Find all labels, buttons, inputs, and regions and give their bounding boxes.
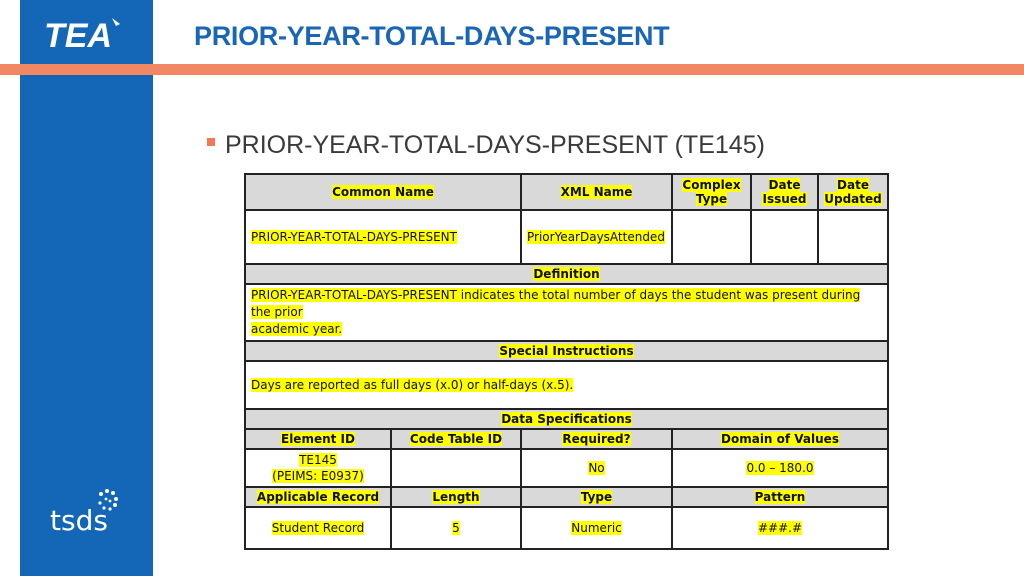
subtitle-text: PRIOR-YEAR-TOTAL-DAYS-PRESENT (TE145): [225, 131, 765, 159]
header-complex-type: Complex Type: [672, 174, 751, 210]
header-element-id: Element ID: [245, 429, 391, 449]
header-code-table-id: Code Table ID: [391, 429, 521, 449]
header-xml-name: XML Name: [521, 174, 672, 210]
data-element-table: [244, 173, 889, 550]
header-domain-of-values: Domain of Values: [672, 429, 888, 449]
header-date-updated: Date Updated: [818, 174, 888, 210]
cell-element-id: TE145 (PEIMS: E0937): [245, 449, 391, 487]
cell-xml-name: PriorYearDaysAttended: [521, 210, 672, 264]
cell-date-updated: [818, 210, 888, 264]
cell-date-issued: [751, 210, 818, 264]
table-row: [245, 487, 888, 507]
cell-type: Numeric: [521, 507, 672, 549]
cell-common-name: PRIOR-YEAR-TOTAL-DAYS-PRESENT: [245, 210, 521, 264]
cell-length: 5: [391, 507, 521, 549]
table-row: [245, 174, 888, 210]
table-row: [245, 429, 888, 449]
data-specifications-header: Data Specifications: [245, 409, 888, 429]
tea-logo-text: TEA: [44, 17, 112, 54]
tea-logo: [42, 14, 132, 54]
table-row: [245, 264, 888, 284]
header-length: Length: [391, 487, 521, 507]
cell-domain-of-values: 0.0 – 180.0: [672, 449, 888, 487]
page-title: PRIOR-YEAR-TOTAL-DAYS-PRESENT: [194, 21, 670, 51]
header-pattern: Pattern: [672, 487, 888, 507]
table-row: [245, 210, 888, 264]
header-date-issued: Date Issued: [751, 174, 818, 210]
tsds-logo-text: tsds: [50, 504, 108, 537]
cell-pattern: ###.#: [672, 507, 888, 549]
slide-subtitle: [207, 131, 765, 160]
header-applicable-record: Applicable Record: [245, 487, 391, 507]
table-row: [245, 284, 888, 341]
tsds-logo: [48, 484, 128, 538]
header-divider: [0, 64, 1024, 75]
table-row: [245, 449, 888, 487]
table-row: [245, 361, 888, 409]
square-bullet-icon: [207, 138, 215, 146]
cell-code-table-id: [391, 449, 521, 487]
cell-complex-type: [672, 210, 751, 264]
cell-required: No: [521, 449, 672, 487]
table-row: [245, 341, 888, 361]
header-common-name: Common Name: [245, 174, 521, 210]
table-row: [245, 409, 888, 429]
special-instructions-text: Days are reported as full days (x.0) or half-days (x.5).: [245, 361, 888, 409]
star-icon: [112, 18, 120, 26]
special-instructions-header: Special Instructions: [245, 341, 888, 361]
cell-applicable-record: Student Record: [245, 507, 391, 549]
definition-header: Definition: [245, 264, 888, 284]
header-required: Required?: [521, 429, 672, 449]
table-row: [245, 507, 888, 549]
header-type: Type: [521, 487, 672, 507]
definition-text: PRIOR-YEAR-TOTAL-DAYS-PRESENT indicates the total number of days the student was present during the prior academic year.: [245, 284, 888, 341]
